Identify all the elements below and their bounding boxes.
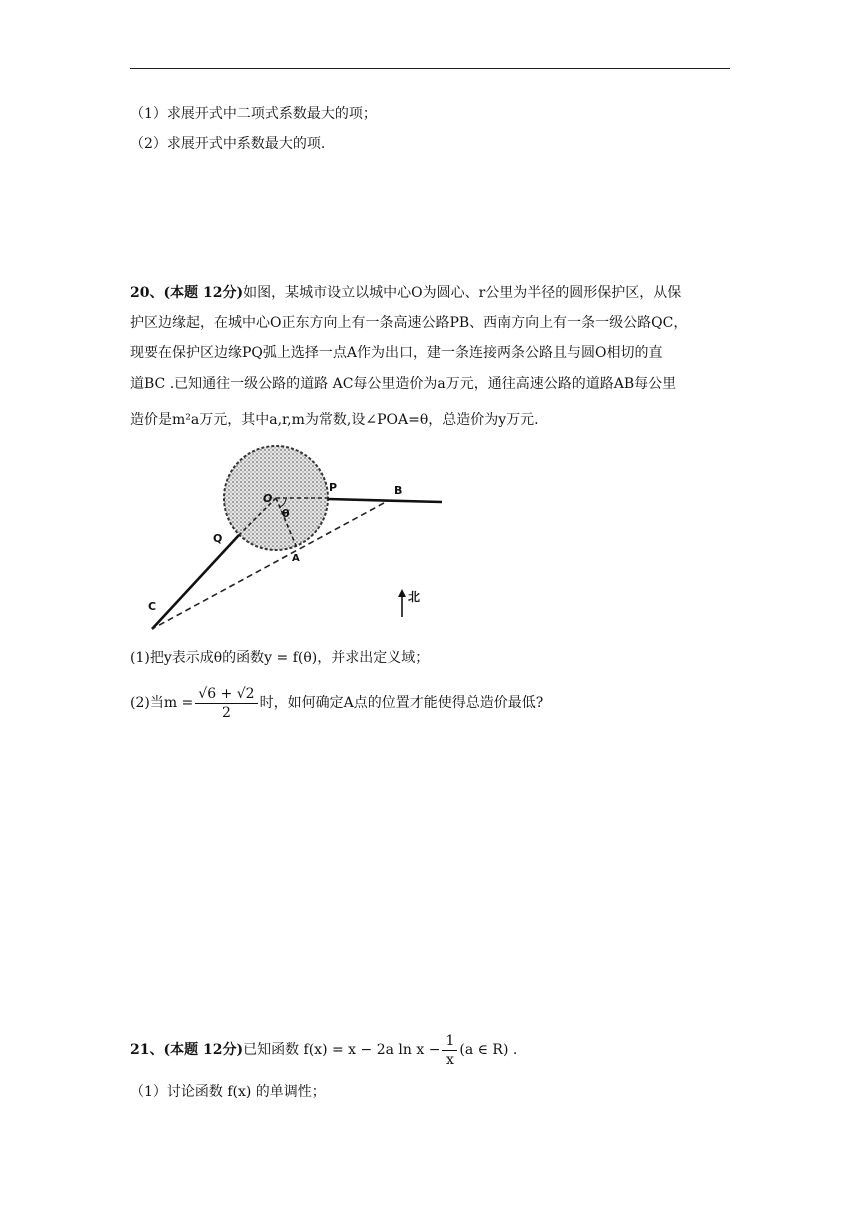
label-a: A — [292, 553, 300, 564]
road-qc — [152, 535, 239, 629]
q20-sub-2 — [130, 683, 543, 723]
label-q: Q — [213, 532, 223, 545]
q20-score: (本题 12分) — [163, 285, 244, 301]
q20-line-3: 现要在保护区边缘PQ弧上选择一点A作为出口，建一条连接两条公路且与圆O相切的直 — [130, 345, 663, 361]
fraction-numerator: √6 + √2 — [195, 685, 257, 704]
label-p: P — [329, 481, 338, 494]
q20-sub-1: (1)把y表示成θ的函数y = f(θ)，并求出定义域； — [130, 650, 430, 666]
label-north: 北 — [408, 590, 421, 604]
q20-sub-2-fraction — [195, 685, 257, 722]
q20-number: 20、 — [130, 285, 164, 301]
q20-line-4: 道BC .已知通往一级公路的道路 AC每公里造价为a万元，通往高速公路的道路AB每公里 — [130, 376, 677, 392]
q20-text-1: 如图，某城市设立以城中心O为圆心、r公里为半径的圆形保护区，从保 — [243, 285, 682, 301]
q21-fraction — [442, 1032, 457, 1069]
q20-figure — [140, 445, 460, 645]
label-c: C — [148, 600, 157, 613]
q21-line-1 — [130, 1030, 517, 1070]
q20-sub-2-post: 时，如何确定A点的位置才能使得总造价最低? — [259, 695, 544, 711]
header-rule — [130, 68, 730, 69]
label-b: B — [394, 484, 403, 497]
q20-sub-2-pre: (2)当m = — [130, 695, 194, 711]
fraction-denominator: 2 — [221, 704, 231, 721]
label-o: O — [263, 492, 273, 505]
label-theta: θ — [282, 507, 290, 520]
fraction-denominator: x — [445, 1051, 454, 1068]
fraction-numerator: 1 — [442, 1032, 457, 1051]
q21-score: (本题 12分) — [163, 1042, 244, 1058]
q20-line-5: 造价是m²a万元，其中a,r,m为常数,设∠POA=θ，总造价为y万元. — [130, 412, 539, 428]
q21-intro-post: (a ∈ R) . — [459, 1042, 518, 1058]
q21-intro-pre: 已知函数 f(x) = x − 2a ln x − — [243, 1042, 441, 1058]
q20-line-1 — [130, 283, 681, 303]
north-arrow-icon — [398, 589, 406, 617]
prev-item-1: （1）求展开式中二项式系数最大的项； — [130, 106, 377, 122]
highway-pb — [328, 499, 442, 502]
q20-line-2: 护区边缘起，在城中心O正东方向上有一条高速公路PB、西南方向上有一条一级公路QC， — [130, 315, 688, 331]
prev-item-2: （2）求展开式中系数最大的项. — [130, 136, 326, 152]
q21-number: 21、 — [130, 1042, 164, 1058]
q21-sub-1: （1）讨论函数 f(x) 的单调性； — [130, 1084, 326, 1100]
